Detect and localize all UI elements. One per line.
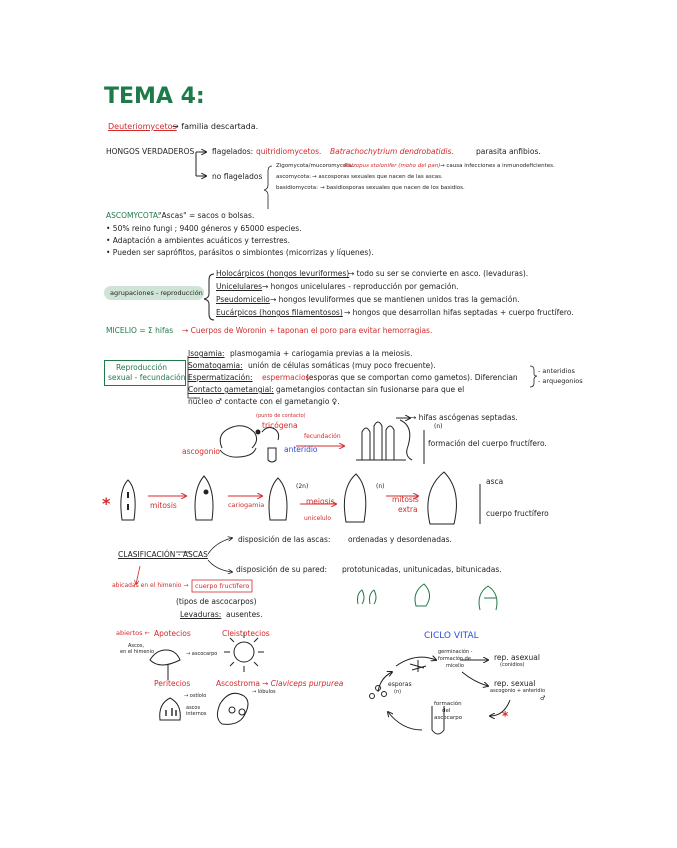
- ascogonio: ascogonio: [182, 447, 220, 456]
- rep-sexual: rep. sexual: [494, 679, 536, 688]
- mitosis-extra: mitosis: [392, 495, 419, 504]
- zygo-rest: → causa infecciones a inmunodeficientes.: [440, 163, 555, 169]
- agrupaciones-bracket: [204, 274, 214, 320]
- uni-rest: → hongos unicelulares - reproducción por gemación.: [262, 282, 459, 291]
- macho-symbol: ♂: [540, 695, 546, 702]
- disposicion-rest: ordenadas y desordenadas.: [348, 535, 452, 544]
- ascos-internos: ascos: [186, 705, 201, 711]
- ascocarpo-label: → ascocarpo: [186, 651, 218, 657]
- isogamia-rest: plasmogamia + cariogamia previas a la meiosis.: [230, 349, 413, 358]
- hongos-label: HONGOS VERDADEROS: [106, 147, 195, 156]
- ascomycota-bullet-3: • Pueden ser saprófitos, parásitos o simbiontes (micorrizas y líquenes).: [106, 248, 374, 257]
- asco: ascomycota:: [276, 174, 312, 180]
- disposicion: disposición de las ascas:: [238, 535, 331, 544]
- ciclo-vital-heading: CICLO VITAL: [424, 631, 479, 641]
- abicadas: abicadas en el himenio →: [112, 582, 189, 589]
- pared: disposición de su pared:: [236, 565, 328, 574]
- apotecios: Apotecios: [154, 629, 191, 638]
- unicelulo: unicelulo: [304, 515, 332, 522]
- ascomycota-heading: ASCOMYCOTA:: [106, 211, 161, 220]
- deutero-term: Deuteriomycetos: [108, 122, 177, 131]
- ascomycota-def: "Ascas" = sacos o bolsas.: [158, 211, 255, 220]
- asca-label: asca: [486, 477, 504, 486]
- espermatizacion-rest: (esporas que se comportan como gametos). Diferencian: [306, 373, 518, 382]
- levaduras: Levaduras:: [180, 610, 222, 619]
- claviceps: → Claviceps purpurea: [262, 679, 344, 688]
- hifas-n: (n): [434, 423, 443, 430]
- batrachochytrium: Batrachochytrium dendrobatidis.: [330, 147, 454, 156]
- ascomycota-bullet-1: • 50% reino fungi ; 9400 géneros y 65000 especies.: [106, 224, 302, 233]
- no-flagelados: no flagelados: [212, 172, 263, 181]
- asterisk-icon: *: [102, 494, 111, 513]
- conidios: (conidios): [500, 662, 525, 668]
- agrupaciones-label: agrupaciones - reproducción: [110, 289, 203, 297]
- lobulos: → lóbulos: [252, 689, 276, 695]
- asterisk-icon-2: *: [502, 709, 509, 723]
- holo: Holocárpicos (hongos levuriformes): [216, 269, 350, 278]
- twon: (2n): [296, 483, 309, 490]
- reproduccion-box-line1: Reproducción: [116, 363, 167, 372]
- esporas-n: (n): [394, 689, 402, 695]
- life-cycle-diagram: [370, 657, 511, 734]
- arquegonios: - arquegonios: [538, 377, 583, 385]
- zygo: Zigomycota/mucoromycota:: [276, 163, 354, 169]
- ascos-internos-2: internos: [186, 711, 207, 717]
- ascos-himenio-2: en el himenio: [120, 649, 155, 655]
- contacto-rest-2: núcleo ♂ contacte con el gametangio ♀.: [188, 397, 340, 406]
- asca-wall-sketches: [358, 584, 498, 610]
- pseudo: Pseudomicelio: [216, 295, 270, 304]
- germinacion-2: formación de: [438, 656, 471, 662]
- flagelados: flagelados:: [212, 147, 254, 156]
- holo-rest: → todo su ser se convierte en asco. (levaduras).: [348, 269, 529, 278]
- germinacion: germinación -: [438, 649, 473, 655]
- ascogonio-anteridio: ascogonio + anteridio: [490, 688, 546, 694]
- pseudo-rest: → hongos levuliformes que se mantienen unidos tras la gemación.: [270, 295, 520, 304]
- parasito: parasita anfibios.: [476, 147, 541, 156]
- asco-rest: → ascosporas sexuales que nacen de las ascas.: [312, 174, 443, 180]
- contacto-rest: gametangios contactan sin fusionarse para que el: [276, 385, 465, 394]
- germinacion-3: micelio: [446, 663, 464, 669]
- formacion-ascocarpo-2: del: [442, 708, 451, 714]
- espermatizacion: Espermatización:: [188, 373, 253, 382]
- cuerpo-fructifero: cuerpo fructífero: [486, 509, 549, 518]
- levaduras-rest: ausentes.: [226, 610, 263, 619]
- cuerpo-fructifero-box: cuerpo fructífero: [195, 582, 250, 590]
- fecundation-diagram: [220, 418, 424, 464]
- page-title: TEMA 4:: [104, 84, 205, 109]
- isogamia: Isogamia:: [188, 349, 225, 358]
- quitri: quitridiomycetos.: [256, 147, 322, 156]
- espermacios: espermacios: [262, 373, 310, 382]
- ascos-himenio: Ascos,: [128, 643, 145, 649]
- cariogamia: cariogamia: [228, 501, 265, 509]
- hifas-ascogenas: → hifas ascógenas septadas.: [410, 413, 518, 422]
- contacto: Contacto gametangial:: [188, 385, 274, 394]
- pared-rest: prototunicadas, unitunicadas, bitunicadas.: [342, 565, 502, 574]
- abiertos: abiertos ←: [116, 629, 151, 637]
- rep-asexual: rep. asexual: [494, 653, 540, 662]
- esporas: esporas: [388, 681, 412, 688]
- eu-rest: → hongos que desarrollan hifas septadas + cuerpo fructífero.: [344, 308, 574, 317]
- basidio: basidiomycota:: [276, 185, 319, 191]
- cleistotecios: Cleistotecios: [222, 629, 270, 638]
- asca-development: [121, 472, 480, 524]
- anteridios: - anteridios: [538, 367, 575, 375]
- tipos-ascocarpos: (tipos de ascocarpos): [176, 597, 257, 606]
- mitosis-1: mitosis: [150, 501, 177, 510]
- meiosis: meiosis: [306, 497, 335, 506]
- deutero-rest: → familia descartada.: [172, 122, 259, 131]
- extra: extra: [398, 505, 418, 514]
- zygo-species: Rhizopus stolonifer (moho del pan): [344, 163, 441, 169]
- formacion-ascocarpo: formación: [434, 701, 462, 707]
- fecundacion: fecundación: [304, 433, 341, 440]
- ascomycota-bullet-2: • Adaptación a ambientes acuáticos y terrestres.: [106, 236, 290, 245]
- micelio-term: MICELIO = Σ hifas: [106, 326, 174, 335]
- micelio-rest: → Cuerpos de Woronin + taponan el poro para evitar hemorragias.: [182, 326, 433, 335]
- ascostroma: Ascostroma: [216, 679, 261, 688]
- somatogamia: Somatogamia:: [188, 361, 243, 370]
- uni: Unicelulares: [216, 282, 263, 291]
- formacion-ascocarpo-3: ascocarpo: [434, 715, 463, 721]
- reproduccion-box-line2: sexual - fecundación: [108, 373, 186, 382]
- formacion-cuerpo: formación del cuerpo fructífero.: [428, 439, 547, 448]
- n-label: (n): [376, 483, 385, 490]
- somatogamia-rest: unión de células somáticas (muy poco frecuente).: [248, 361, 436, 370]
- punto-contacto: (punto de contacto): [256, 413, 306, 419]
- peritecios: Peritecios: [154, 679, 191, 688]
- tricogena: tricógena: [262, 421, 298, 430]
- basidio-rest: → basidiosporas sexuales que nacen de los basidios.: [320, 185, 465, 191]
- clasificacion-heading: CLASIFICACIÓN - ASCAS: [118, 550, 208, 559]
- ostiolo: → ostíolo: [184, 693, 207, 699]
- anteridio: anteridio: [284, 445, 318, 454]
- eu: Eucárpicos (hongos filamentosos): [216, 308, 343, 317]
